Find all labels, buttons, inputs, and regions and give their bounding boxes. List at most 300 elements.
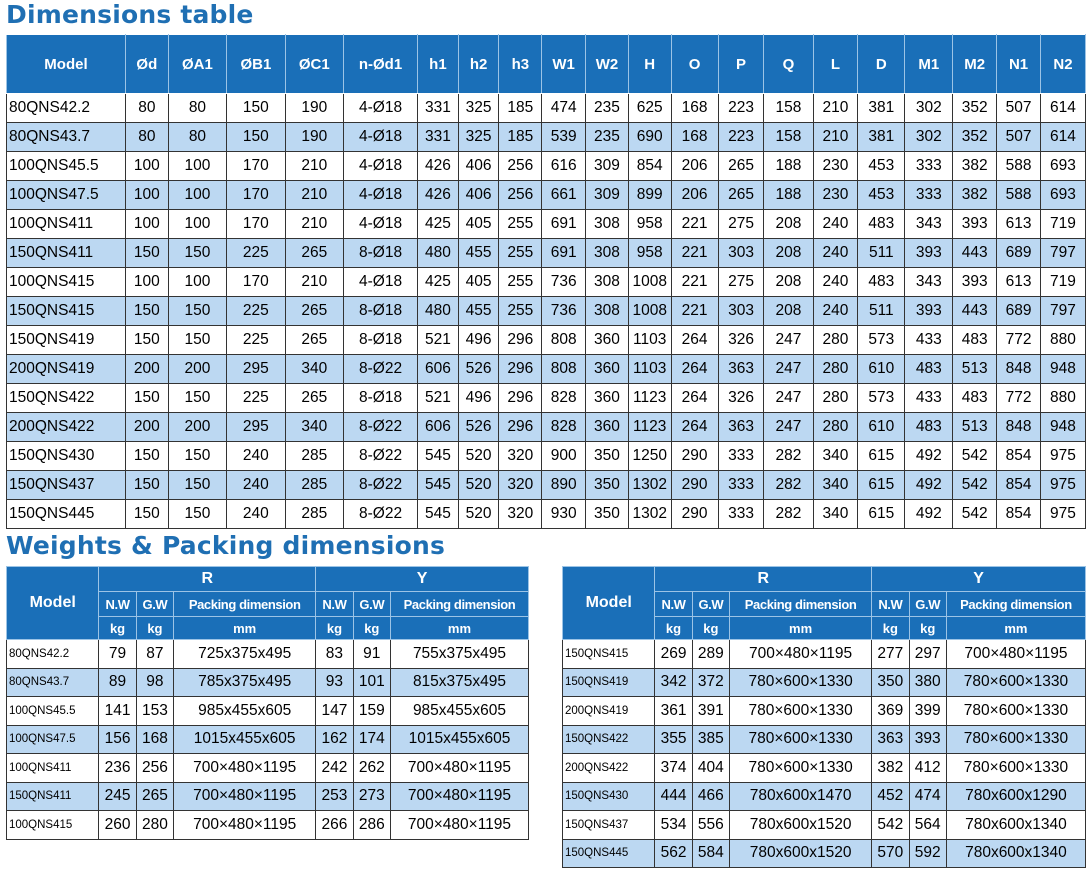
- table-cell: 240: [227, 500, 285, 529]
- table-cell: 210: [285, 152, 343, 181]
- model-cell: 150QNS430: [563, 782, 655, 811]
- table-cell: 693: [1040, 181, 1085, 210]
- dimensions-table: [6, 34, 1086, 529]
- table-row: [7, 500, 1086, 529]
- table-cell: 206: [671, 181, 718, 210]
- column-header: h1: [418, 35, 459, 94]
- table-cell: 158: [764, 94, 813, 123]
- table-cell: 240: [813, 210, 858, 239]
- table-cell: 361: [655, 697, 692, 726]
- table-cell: 1103: [628, 326, 671, 355]
- table-cell: 385: [692, 725, 729, 754]
- table-cell: 780×600×1330: [946, 725, 1085, 754]
- table-cell: 320: [499, 471, 542, 500]
- table-row: [7, 442, 1086, 471]
- table-cell: 539: [542, 123, 586, 152]
- table-cell: 797: [1040, 239, 1085, 268]
- table-cell: 412: [909, 754, 946, 783]
- table-cell: 570: [872, 839, 909, 868]
- table-cell: 4-Ø18: [344, 152, 418, 181]
- table-cell: 275: [718, 268, 764, 297]
- table-cell: 206: [671, 152, 718, 181]
- table-cell: 265: [285, 297, 343, 326]
- table-cell: 613: [997, 210, 1041, 239]
- table-cell: 275: [718, 210, 764, 239]
- table-cell: 240: [813, 297, 858, 326]
- table-cell: 80: [125, 123, 168, 152]
- table-cell: 610: [858, 413, 905, 442]
- table-cell: 242: [316, 754, 353, 783]
- table-cell: 200: [168, 355, 226, 384]
- table-cell: 360: [586, 413, 629, 442]
- unit-kg: kg: [655, 617, 692, 640]
- table-cell: 890: [542, 471, 586, 500]
- table-cell: 736: [542, 268, 586, 297]
- table-cell: 848: [997, 413, 1041, 442]
- table-cell: 333: [718, 442, 764, 471]
- table-cell: 282: [764, 471, 813, 500]
- weights-table-right: [562, 566, 1086, 868]
- table-cell: 1250: [628, 442, 671, 471]
- table-cell: 700×480×1195: [174, 754, 316, 783]
- table-cell: 236: [99, 754, 136, 783]
- table-cell: 958: [628, 210, 671, 239]
- table-cell: 308: [586, 239, 629, 268]
- table-cell: 381: [858, 94, 905, 123]
- table-cell: 285: [285, 500, 343, 529]
- table-cell: 453: [858, 181, 905, 210]
- table-cell: 691: [542, 210, 586, 239]
- table-cell: 223: [718, 94, 764, 123]
- table-cell: 391: [692, 697, 729, 726]
- table-cell: 225: [227, 239, 285, 268]
- table-cell: 162: [316, 725, 353, 754]
- table-cell: 584: [692, 839, 729, 868]
- table-cell: 780×600×1330: [730, 697, 872, 726]
- table-cell: 393: [909, 725, 946, 754]
- table-cell: 496: [458, 326, 499, 355]
- table-cell: 690: [628, 123, 671, 152]
- table-cell: 168: [671, 94, 718, 123]
- table-cell: 564: [909, 811, 946, 840]
- table-row: [7, 268, 1086, 297]
- table-cell: 308: [586, 297, 629, 326]
- table-cell: 492: [905, 442, 953, 471]
- table-cell: 360: [586, 326, 629, 355]
- table-cell: 780x600x1340: [946, 811, 1085, 840]
- table-cell: 210: [285, 268, 343, 297]
- unit-mm: mm: [174, 617, 316, 640]
- table-cell: 185: [499, 123, 542, 152]
- table-cell: 948: [1040, 355, 1085, 384]
- dimensions-title: Dimensions table: [6, 0, 254, 29]
- table-cell: 520: [458, 500, 499, 529]
- model-cell: 150QNS415: [7, 297, 126, 326]
- table-row: [563, 782, 1086, 811]
- table-cell: 1008: [628, 297, 671, 326]
- table-cell: 426: [418, 181, 459, 210]
- table-cell: 444: [655, 782, 692, 811]
- table-cell: 573: [858, 326, 905, 355]
- table-row: [7, 94, 1086, 123]
- table-cell: 225: [227, 384, 285, 413]
- table-cell: 158: [764, 123, 813, 152]
- table-cell: 360: [586, 355, 629, 384]
- table-row: [563, 811, 1086, 840]
- table-cell: 247: [764, 355, 813, 384]
- table-cell: 290: [671, 500, 718, 529]
- table-cell: 260: [99, 811, 136, 840]
- table-cell: 280: [813, 413, 858, 442]
- column-header: h3: [499, 35, 542, 94]
- nw-header: N.W: [99, 592, 136, 617]
- table-cell: 399: [909, 697, 946, 726]
- table-cell: 340: [813, 500, 858, 529]
- table-cell: 333: [718, 500, 764, 529]
- table-cell: 381: [858, 123, 905, 152]
- table-row: [563, 640, 1086, 669]
- table-cell: 975: [1040, 442, 1085, 471]
- table-cell: 147: [316, 697, 353, 726]
- table-cell: 985x455x605: [174, 697, 316, 726]
- table-cell: 930: [542, 500, 586, 529]
- table-cell: 352: [953, 94, 997, 123]
- table-cell: 700×480×1195: [390, 754, 528, 783]
- table-cell: 256: [136, 754, 173, 783]
- packing-header: Packing dimension: [390, 592, 528, 617]
- table-cell: 240: [813, 239, 858, 268]
- model-cell: 150QNS437: [7, 471, 126, 500]
- model-cell: 80QNS42.2: [7, 94, 126, 123]
- gw-header: G.W: [692, 592, 729, 617]
- table-cell: 520: [458, 471, 499, 500]
- model-cell: 200QNS422: [563, 754, 655, 783]
- table-cell: 848: [997, 355, 1041, 384]
- table-cell: 342: [655, 668, 692, 697]
- column-header: N2: [1040, 35, 1085, 94]
- table-cell: 87: [136, 640, 173, 669]
- table-cell: 614: [1040, 123, 1085, 152]
- table-cell: 185: [499, 94, 542, 123]
- table-cell: 308: [586, 210, 629, 239]
- column-header: ØB1: [227, 35, 285, 94]
- column-header: P: [718, 35, 764, 94]
- table-cell: 159: [353, 697, 390, 726]
- table-cell: 264: [671, 326, 718, 355]
- table-cell: 80: [168, 123, 226, 152]
- table-cell: 264: [671, 355, 718, 384]
- group-y-header: Y: [316, 567, 529, 592]
- table-cell: 210: [813, 123, 858, 152]
- column-header: M2: [953, 35, 997, 94]
- model-cell: 100QNS45.5: [7, 697, 99, 726]
- model-cell: 150QNS419: [7, 326, 126, 355]
- table-cell: 8-Ø22: [344, 471, 418, 500]
- table-cell: 331: [418, 94, 459, 123]
- table-cell: 290: [671, 471, 718, 500]
- column-header: Q: [764, 35, 813, 94]
- table-cell: 948: [1040, 413, 1085, 442]
- table-cell: 545: [418, 442, 459, 471]
- table-cell: 433: [905, 326, 953, 355]
- table-cell: 235: [586, 94, 629, 123]
- table-cell: 89: [99, 668, 136, 697]
- table-cell: 719: [1040, 268, 1085, 297]
- table-cell: 295: [227, 413, 285, 442]
- column-header: L: [813, 35, 858, 94]
- table-cell: 483: [905, 355, 953, 384]
- gw-header: G.W: [136, 592, 173, 617]
- table-cell: 443: [953, 297, 997, 326]
- model-header: Model: [563, 567, 655, 640]
- table-cell: 340: [285, 355, 343, 384]
- column-header: h2: [458, 35, 499, 94]
- unit-kg: kg: [353, 617, 390, 640]
- packing-header: Packing dimension: [174, 592, 316, 617]
- table-cell: 483: [858, 210, 905, 239]
- table-cell: 303: [718, 297, 764, 326]
- table-cell: 265: [718, 152, 764, 181]
- table-cell: 526: [458, 355, 499, 384]
- table-cell: 693: [1040, 152, 1085, 181]
- table-cell: 285: [285, 442, 343, 471]
- table-cell: 277: [872, 640, 909, 669]
- table-cell: 616: [542, 152, 586, 181]
- table-cell: 483: [905, 413, 953, 442]
- table-cell: 374: [655, 754, 692, 783]
- table-cell: 150: [168, 500, 226, 529]
- model-cell: 200QNS422: [7, 413, 126, 442]
- table-cell: 369: [872, 697, 909, 726]
- nw-header: N.W: [655, 592, 692, 617]
- table-cell: 80: [125, 94, 168, 123]
- table-cell: 8-Ø22: [344, 413, 418, 442]
- table-cell: 1015x455x605: [390, 725, 528, 754]
- table-cell: 333: [905, 152, 953, 181]
- table-cell: 393: [953, 268, 997, 297]
- table-cell: 93: [316, 668, 353, 697]
- table-cell: 1302: [628, 471, 671, 500]
- table-cell: 700×480×1195: [390, 782, 528, 811]
- table-row: [563, 754, 1086, 783]
- table-cell: 150: [125, 500, 168, 529]
- dimensions-header-row: [7, 35, 1086, 94]
- table-cell: 755x375x495: [390, 640, 528, 669]
- gw-header: G.W: [909, 592, 946, 617]
- table-cell: 264: [671, 413, 718, 442]
- table-cell: 223: [718, 123, 764, 152]
- table-row: [7, 297, 1086, 326]
- column-header: O: [671, 35, 718, 94]
- table-cell: 542: [953, 471, 997, 500]
- table-cell: 309: [586, 152, 629, 181]
- table-cell: 474: [909, 782, 946, 811]
- table-cell: 975: [1040, 500, 1085, 529]
- table-cell: 150: [168, 471, 226, 500]
- table-row: [7, 697, 529, 726]
- table-cell: 235: [586, 123, 629, 152]
- table-cell: 285: [285, 471, 343, 500]
- column-header: H: [628, 35, 671, 94]
- table-cell: 331: [418, 123, 459, 152]
- weights-title: Weights & Packing dimensions: [6, 531, 446, 560]
- table-row: [7, 326, 1086, 355]
- table-cell: 150: [227, 123, 285, 152]
- table-cell: 262: [353, 754, 390, 783]
- table-cell: 83: [316, 640, 353, 669]
- table-cell: 772: [997, 384, 1041, 413]
- table-cell: 188: [764, 181, 813, 210]
- table-cell: 247: [764, 384, 813, 413]
- table-cell: 221: [671, 297, 718, 326]
- table-cell: 350: [872, 668, 909, 697]
- table-cell: 606: [418, 355, 459, 384]
- table-cell: 100: [168, 152, 226, 181]
- unit-kg: kg: [136, 617, 173, 640]
- table-cell: 393: [953, 210, 997, 239]
- table-cell: 975: [1040, 471, 1085, 500]
- table-cell: 4-Ø18: [344, 268, 418, 297]
- table-cell: 1302: [628, 500, 671, 529]
- column-header: W2: [586, 35, 629, 94]
- model-cell: 80QNS43.7: [7, 123, 126, 152]
- table-cell: 689: [997, 297, 1041, 326]
- table-cell: 340: [813, 471, 858, 500]
- table-cell: 153: [136, 697, 173, 726]
- table-cell: 340: [285, 413, 343, 442]
- table-cell: 455: [458, 297, 499, 326]
- table-cell: 174: [353, 725, 390, 754]
- table-cell: 295: [227, 355, 285, 384]
- table-row: [7, 239, 1086, 268]
- table-cell: 150: [168, 326, 226, 355]
- table-cell: 780x600x1470: [730, 782, 872, 811]
- table-cell: 296: [499, 326, 542, 355]
- table-cell: 780x600x1520: [730, 811, 872, 840]
- table-cell: 296: [499, 413, 542, 442]
- table-cell: 393: [905, 297, 953, 326]
- table-cell: 496: [458, 384, 499, 413]
- table-cell: 8-Ø22: [344, 442, 418, 471]
- table-row: [7, 355, 1086, 384]
- table-cell: 352: [953, 123, 997, 152]
- table-cell: 507: [997, 123, 1041, 152]
- table-cell: 150: [168, 384, 226, 413]
- table-cell: 780x600x1520: [730, 839, 872, 868]
- table-cell: 483: [858, 268, 905, 297]
- model-cell: 100QNS47.5: [7, 725, 99, 754]
- table-cell: 326: [718, 326, 764, 355]
- table-cell: 1015x455x605: [174, 725, 316, 754]
- table-cell: 545: [418, 500, 459, 529]
- table-cell: 350: [586, 442, 629, 471]
- model-cell: 100QNS411: [7, 210, 126, 239]
- nw-header: N.W: [316, 592, 353, 617]
- table-cell: 382: [953, 181, 997, 210]
- table-cell: 958: [628, 239, 671, 268]
- table-cell: 780x600x1290: [946, 782, 1085, 811]
- table-cell: 253: [316, 782, 353, 811]
- model-cell: 150QNS422: [563, 725, 655, 754]
- model-header: Model: [7, 567, 99, 640]
- table-cell: 333: [718, 471, 764, 500]
- table-cell: 297: [909, 640, 946, 669]
- table-cell: 264: [671, 384, 718, 413]
- table-cell: 483: [953, 384, 997, 413]
- table-cell: 303: [718, 239, 764, 268]
- table-cell: 8-Ø22: [344, 500, 418, 529]
- model-cell: 80QNS42.2: [7, 640, 99, 669]
- column-header: N1: [997, 35, 1041, 94]
- column-header: ØA1: [168, 35, 226, 94]
- unit-mm: mm: [390, 617, 528, 640]
- table-cell: 100: [168, 210, 226, 239]
- model-cell: 100QNS415: [7, 811, 99, 840]
- table-cell: 556: [692, 811, 729, 840]
- table-cell: 492: [905, 500, 953, 529]
- model-cell: 200QNS419: [563, 697, 655, 726]
- table-cell: 393: [905, 239, 953, 268]
- table-cell: 302: [905, 123, 953, 152]
- nw-header: N.W: [872, 592, 909, 617]
- weights-table-left: [6, 566, 529, 840]
- table-cell: 425: [418, 210, 459, 239]
- table-cell: 150: [125, 471, 168, 500]
- table-cell: 545: [418, 471, 459, 500]
- unit-kg: kg: [99, 617, 136, 640]
- model-cell: 150QNS430: [7, 442, 126, 471]
- table-cell: 240: [813, 268, 858, 297]
- table-cell: 1123: [628, 413, 671, 442]
- table-cell: 1103: [628, 355, 671, 384]
- table-cell: 282: [764, 442, 813, 471]
- table-row: [7, 123, 1086, 152]
- table-cell: 700×480×1195: [390, 811, 528, 840]
- table-cell: 256: [499, 152, 542, 181]
- table-row: [7, 471, 1086, 500]
- table-cell: 406: [458, 181, 499, 210]
- model-cell: 150QNS411: [7, 239, 126, 268]
- table-cell: 280: [813, 326, 858, 355]
- table-cell: 900: [542, 442, 586, 471]
- table-cell: 100: [168, 181, 226, 210]
- unit-kg: kg: [872, 617, 909, 640]
- table-cell: 156: [99, 725, 136, 754]
- table-cell: 4-Ø18: [344, 210, 418, 239]
- table-cell: 588: [997, 181, 1041, 210]
- table-cell: 780×600×1330: [946, 697, 1085, 726]
- column-header: Model: [7, 35, 126, 94]
- table-cell: 240: [227, 471, 285, 500]
- table-cell: 406: [458, 152, 499, 181]
- table-cell: 828: [542, 413, 586, 442]
- packing-header: Packing dimension: [946, 592, 1085, 617]
- table-cell: 150: [125, 384, 168, 413]
- table-cell: 150: [125, 297, 168, 326]
- table-cell: 308: [586, 268, 629, 297]
- table-cell: 880: [1040, 384, 1085, 413]
- table-cell: 296: [499, 384, 542, 413]
- table-cell: 210: [285, 210, 343, 239]
- table-cell: 443: [953, 239, 997, 268]
- table-cell: 302: [905, 94, 953, 123]
- table-cell: 350: [586, 471, 629, 500]
- table-cell: 719: [1040, 210, 1085, 239]
- table-cell: 309: [586, 181, 629, 210]
- column-header: D: [858, 35, 905, 94]
- table-cell: 854: [997, 500, 1041, 529]
- table-row: [7, 782, 529, 811]
